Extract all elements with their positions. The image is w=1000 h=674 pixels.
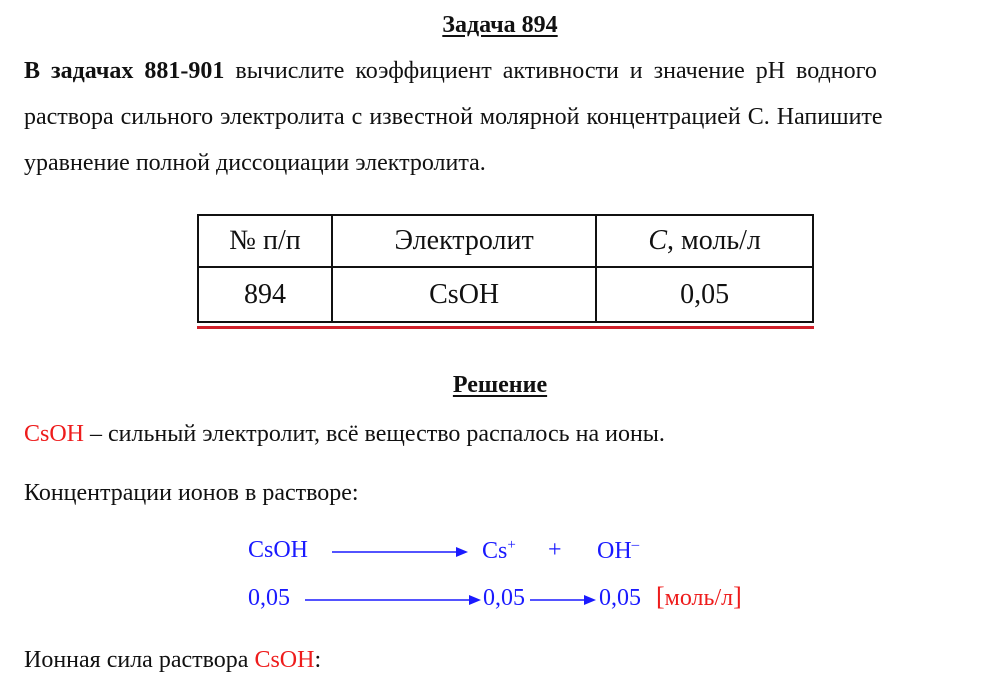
eq2-conc-reactant: 0,05 <box>248 585 290 611</box>
unit-label: моль/л <box>664 585 734 611</box>
unit-bracket-close: ] <box>733 582 742 611</box>
unit-bracket-open: [ <box>656 582 665 611</box>
task-text-line-1-rest: вычислите коэффициент активности и значение pH водного <box>224 58 877 84</box>
eq2-arrow-1 <box>303 588 483 612</box>
table-cell-number: 894 <box>198 267 332 322</box>
cation-formula: Cs <box>482 538 508 564</box>
table-underline <box>197 326 814 329</box>
concentration-unit: , моль/л <box>667 225 761 256</box>
task-text-line-3: уравнение полной диссоциации электролита. <box>24 150 486 176</box>
eq2-conc-cation: 0,05 <box>483 585 525 611</box>
solution-line-2: Концентрации ионов в растворе: <box>24 480 359 506</box>
table-header-electrolyte: Электролит <box>332 215 596 267</box>
eq1-plus: + <box>548 537 562 563</box>
table-header-number: № п/п <box>198 215 332 267</box>
solution-line-3-colon: : <box>314 647 322 673</box>
task-range-label: В задачах 881-901 <box>24 58 225 84</box>
eq1-product-cation <box>482 537 516 565</box>
table-row <box>198 267 813 322</box>
table-cell-electrolyte: CsOH <box>332 267 596 322</box>
eq2-arrow-2 <box>528 588 598 612</box>
eq1-arrow <box>330 540 470 564</box>
solution-line-1-text: – сильный электролит, всё вещество распалось на ионы. <box>84 421 665 447</box>
task-text-line-1 <box>24 58 877 85</box>
table-header-concentration <box>596 215 813 267</box>
solution-line-3-text: Ионная сила раствора <box>24 647 255 673</box>
task-text-line-2: раствора сильного электролита с известной молярной концентрацией С. Напишите <box>24 104 883 130</box>
concentration-symbol: C <box>648 225 668 256</box>
solution-line-3 <box>24 647 321 674</box>
cation-charge: + <box>507 537 516 553</box>
data-table <box>197 214 814 323</box>
eq2-unit <box>656 582 742 612</box>
solution-title: Решение <box>452 372 548 398</box>
table-cell-concentration: 0,05 <box>596 267 813 322</box>
anion-charge: – <box>631 537 640 553</box>
anion-formula: OH <box>597 538 632 564</box>
solution-line-1 <box>24 421 665 448</box>
solution-line-3-formula: CsOH <box>254 647 315 673</box>
eq1-product-anion <box>597 537 639 565</box>
solution-line-1-formula: CsOH <box>24 421 85 447</box>
table-header-row <box>198 215 813 267</box>
eq2-conc-anion: 0,05 <box>599 585 641 611</box>
eq1-reactant: CsOH <box>248 537 309 563</box>
task-title: Задача 894 <box>442 12 558 38</box>
